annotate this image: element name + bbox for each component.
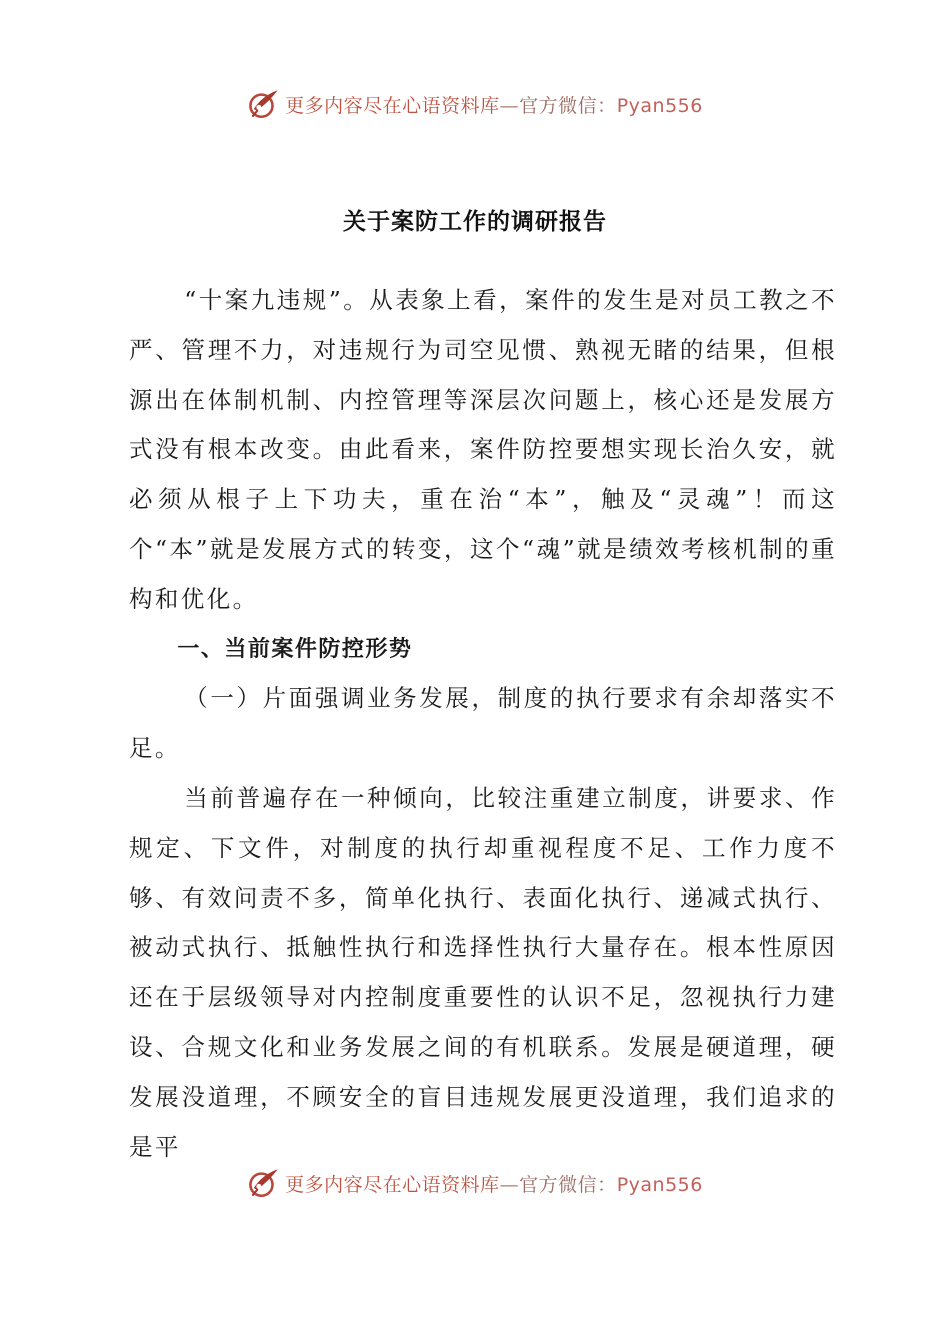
watermark-text: 更多内容尽在心语资料库—官方微信：Pyan556 [285,94,703,117]
quill-pen-icon [247,1166,281,1200]
document-title: 关于案防工作的调研报告 [343,209,607,235]
section-heading: 一、当前案件防控形势 [177,636,413,662]
quill-pen-icon [247,87,281,121]
intro-paragraph: “十案九违规”。从表象上看，案件的发生是对员工教之不严、管理不力，对违规行为司空见惯、熟视无睹的结果，但根源出在体制机制、内控管理等深层次问题上，核心还是发展方式没有根本改变。由此看来，案件防控要想实现长治久安，就必须从根子上下功夫，重在治“本”，触及“灵魂”！而这个“本”就是发展方式的转变，这个“魂”就是绩效考核机制的重构和优化。 [129,286,837,613]
watermark-text: 更多内容尽在心语资料库—官方微信：Pyan556 [285,1173,703,1196]
watermark-banner-bottom [0,1163,950,1203]
document-body [129,276,837,1172]
body-paragraph: 当前普遍存在一种倾向，比较注重建立制度，讲要求、作规定、下文件，对制度的执行却重视程度不足、工作力度不够、有效问责不多，简单化执行、表面化执行、递减式执行、被动式执行、抵触性执行和选择性执行大量存在。根本性原因还在于层级领导对内控制度重要性的认识不足，忽视执行力建设、合规文化和业务发展之间的有机联系。发展是硬道理，硬发展没道理，不顾安全的盲目违规发展更没道理，我们追求的是平 [129,783,837,1161]
watermark-banner-top [0,84,950,124]
subsection-heading: （一）片面强调业务发展，制度的执行要求有余却落实不足。 [129,684,837,763]
